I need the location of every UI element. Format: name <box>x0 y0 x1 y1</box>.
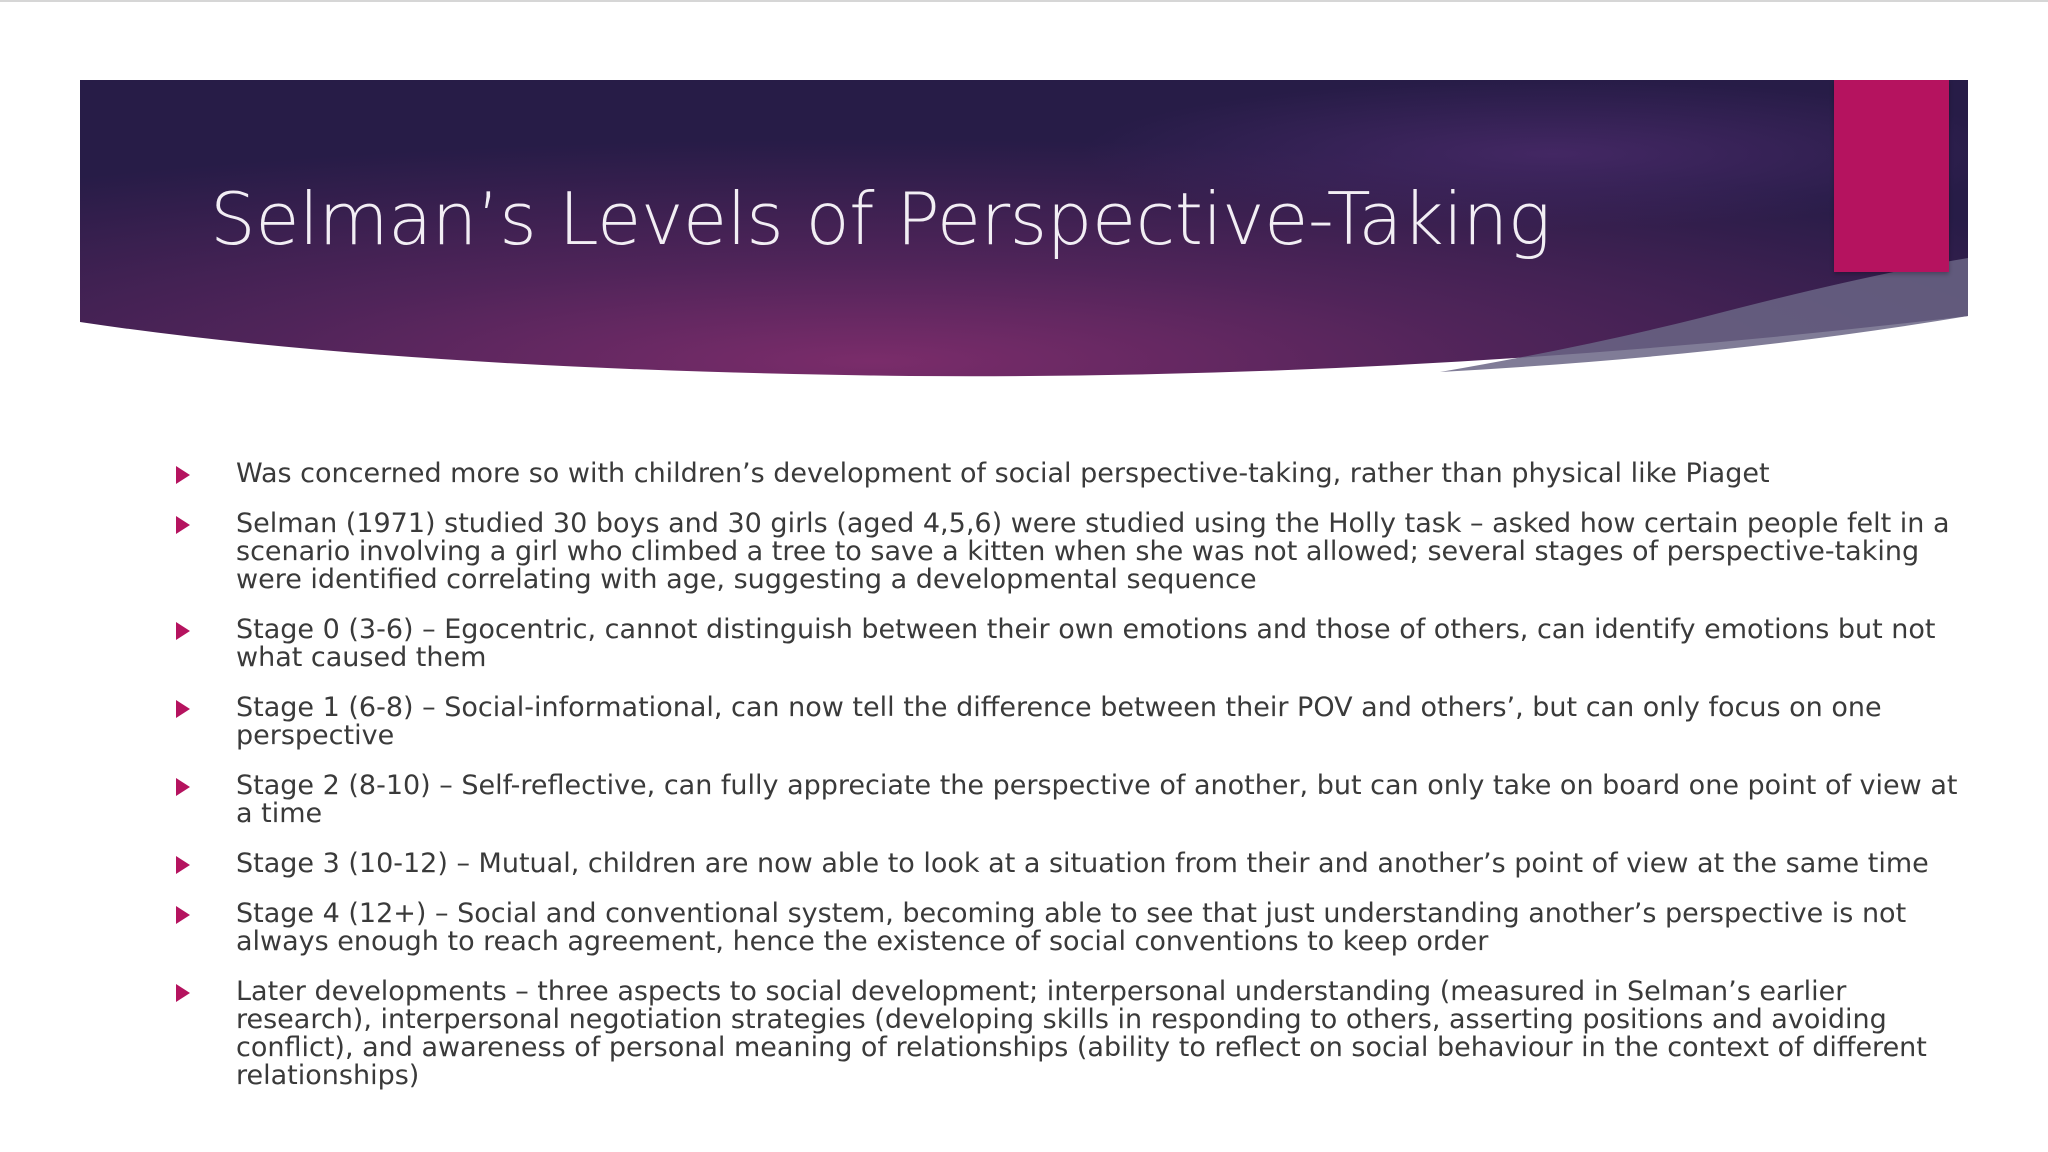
bullet-list <box>176 460 1960 1112</box>
slide-title: Selman’s Levels of Perspective-Taking <box>210 177 1551 261</box>
bullet-arrow-icon <box>176 856 190 874</box>
bullet-text: Was concerned more so with children’s development of social perspective-taking, rather than physical like Piaget <box>236 458 1770 489</box>
bullet-arrow-icon <box>176 906 190 924</box>
bullet-text: Stage 3 (10-12) – Mutual, children are now able to look at a situation from their and another’s point of view at the same time <box>236 848 1929 879</box>
bullet-item <box>176 978 1960 1090</box>
bullet-item <box>176 772 1960 828</box>
bullet-text: Stage 0 (3-6) – Egocentric, cannot distinguish between their own emotions and those of others, can identify emotions but not what caused them <box>236 614 1936 673</box>
bullet-arrow-icon <box>176 700 190 718</box>
bullet-text: Selman (1971) studied 30 boys and 30 girls (aged 4,5,6) were studied using the Holly task – asked how certain people felt in a scenario involving a girl who climbed a tree to save a kitten when she was not allowed; several stages of perspective-taking were identified correlating with age, suggesting a developmental sequence <box>236 508 1950 595</box>
accent-tab <box>1834 80 1949 272</box>
bullet-item <box>176 616 1960 672</box>
bullet-item <box>176 900 1960 956</box>
bullet-item <box>176 850 1960 878</box>
bullet-text: Stage 4 (12+) – Social and conventional system, becoming able to see that just understanding another’s perspective is not always enough to reach agreement, hence the existence of social conventions to keep order <box>236 898 1907 957</box>
slide <box>80 80 1968 1152</box>
bullet-arrow-icon <box>176 516 190 534</box>
bullet-arrow-icon <box>176 622 190 640</box>
bullet-arrow-icon <box>176 984 190 1002</box>
bullet-arrow-icon <box>176 466 190 484</box>
bullet-item <box>176 510 1960 594</box>
bullet-text: Stage 1 (6-8) – Social-informational, can now tell the difference between their POV and others’, but can only focus on one perspective <box>236 692 1882 751</box>
bullet-text: Later developments – three aspects to social development; interpersonal understanding (measured in Selman’s earlier research), interpersonal negotiation strategies (developing skills in responding to others, asserting positions and avoiding conflict), and awareness of personal meaning of relationships (ability to reflect on social behaviour in the context of different relationships) <box>236 976 1927 1091</box>
bullet-item <box>176 460 1960 488</box>
bullet-text: Stage 2 (8-10) – Self-reflective, can fully appreciate the perspective of another, but can only take on board one point of view at a time <box>236 770 1958 829</box>
bullet-arrow-icon <box>176 778 190 796</box>
top-divider <box>0 0 2048 2</box>
bullet-item <box>176 694 1960 750</box>
